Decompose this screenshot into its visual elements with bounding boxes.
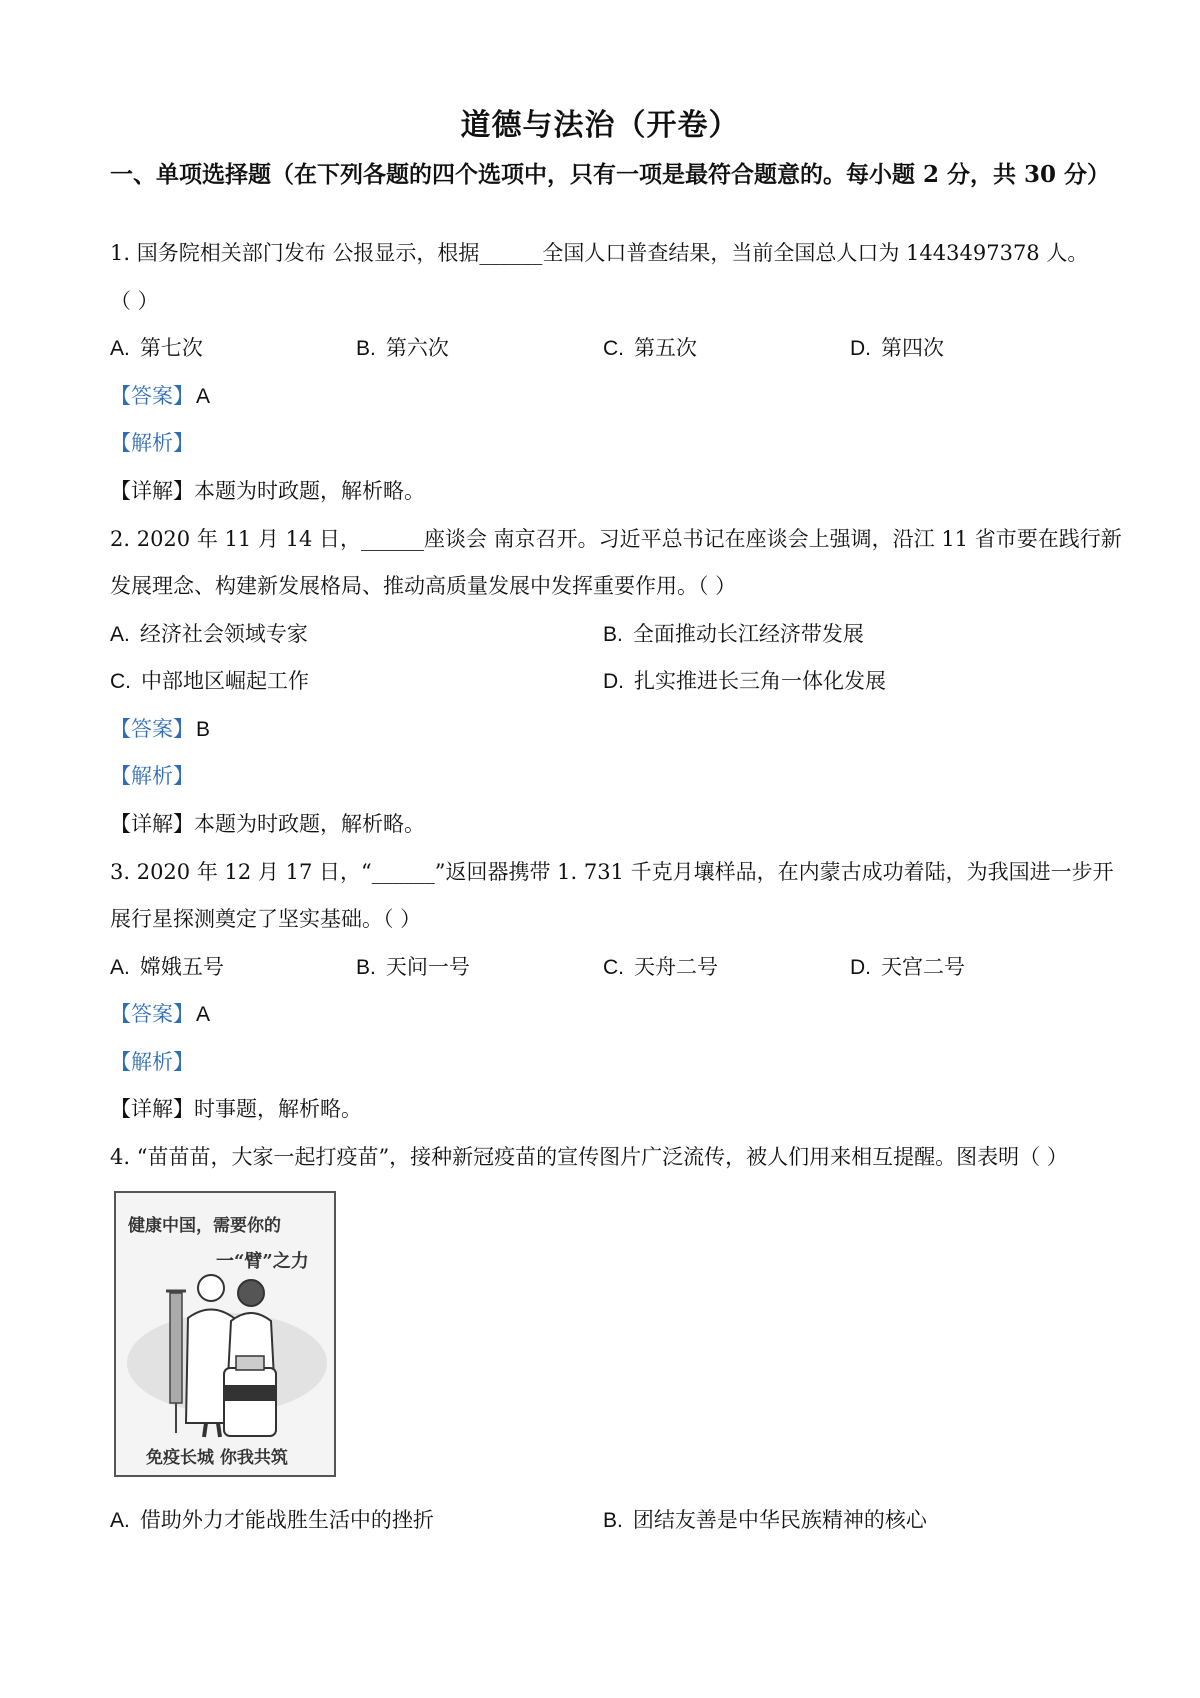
answer-label: 【答案】: [110, 717, 194, 741]
option-text: 中部地区崛起工作: [141, 669, 309, 693]
question-1-analysis-label: 【解析】: [110, 431, 194, 455]
option-letter: B.: [356, 337, 376, 360]
option-text: 天问一号: [385, 955, 470, 979]
detail-text: 时事题，解析略。: [194, 1097, 362, 1121]
answer-label: 【答案】: [110, 1002, 194, 1026]
question-3-option-c: [603, 952, 718, 983]
option-text: 经济社会领域专家: [139, 622, 308, 646]
question-2-detail: [110, 809, 425, 839]
detail-label: 【详解】: [110, 812, 194, 836]
question-2-option-c: [110, 666, 309, 697]
option-letter: C.: [110, 670, 131, 693]
question-4-option-a: [110, 1505, 434, 1536]
detail-text: 本题为时政题，解析略。: [194, 479, 425, 503]
question-2-line-1: 2. 2020 年 11 月 14 日，______座谈会 南京召开。习近平总书记在座谈会上强调，沿江 11 省市要在践行新: [110, 527, 1122, 551]
answer-value: A: [196, 385, 211, 408]
option-letter: D.: [603, 670, 624, 693]
question-3-option-d: [850, 952, 965, 983]
poster-text-top: 健康中国，需要你的: [128, 1216, 281, 1236]
question-1-option-d: [850, 333, 944, 364]
question-4-line-1: 4. “苗苗苗，大家一起打疫苗”，接种新冠疫苗的宣传图片广泛流传，被人们用来相互提醒。图表明（ ）: [110, 1145, 1068, 1169]
question-2-option-a: [110, 619, 308, 650]
question-3-detail: [110, 1094, 362, 1124]
question-3-line-2: 展行星探测奠定了坚实基础。（ ）: [110, 907, 422, 931]
option-text: 第六次: [385, 336, 449, 360]
option-text: 扎实推进长三角一体化发展: [634, 669, 886, 693]
question-1-line-2: （ ）: [110, 289, 159, 313]
option-text: 团结友善是中华民族精神的核心: [632, 1508, 927, 1532]
option-letter: D.: [850, 337, 871, 360]
question-3-line-1: 3. 2020 年 12 月 17 日，“______”返回器携带 1. 731 千克月壤样品，在内蒙古成功着陆，为我国进一步开: [110, 860, 1114, 884]
option-letter: A.: [110, 623, 130, 646]
question-1-option-c: [603, 333, 697, 364]
section-heading: 一、单项选择题（在下列各题的四个选项中，只有一项是最符合题意的。每小题 2 分，共 30 分）: [110, 161, 1111, 188]
question-3-option-a: [110, 952, 224, 983]
poster-text-bottom: 免疫长城 你我共筑: [146, 1448, 288, 1468]
option-text: 天舟二号: [634, 955, 718, 979]
question-2-analysis-label: 【解析】: [110, 764, 194, 788]
question-2-answer: [110, 714, 210, 745]
option-text: 全面推动长江经济带发展: [632, 622, 864, 646]
question-1-answer: [110, 381, 210, 412]
question-1-line-1: 1. 国务院相关部门发布 公报显示，根据______全国人口普查结果，当前全国总人口为 1443497378 人。: [110, 241, 1089, 265]
option-text: 第五次: [634, 336, 697, 360]
question-2-option-b: [603, 619, 864, 650]
answer-value: A: [196, 1003, 211, 1026]
question-3-analysis-label: 【解析】: [110, 1050, 194, 1074]
poster-text-mid: 一“臂”之力: [216, 1251, 309, 1272]
detail-label: 【详解】: [110, 1097, 194, 1121]
vaccine-poster-image: [114, 1191, 336, 1477]
option-letter: D.: [850, 956, 871, 979]
option-text: 第七次: [139, 336, 203, 360]
option-letter: A.: [110, 337, 130, 360]
question-3-option-b: [356, 952, 470, 983]
question-2-line-2: 发展理念、构建新发展格局、推动高质量发展中发挥重要作用。（ ）: [110, 574, 737, 598]
question-1-option-b: [356, 333, 449, 364]
detail-label: 【详解】: [110, 479, 194, 503]
option-letter: A.: [110, 956, 130, 979]
question-2-option-d: [603, 666, 886, 697]
detail-text: 本题为时政题，解析略。: [194, 812, 425, 836]
option-text: 第四次: [881, 336, 944, 360]
question-3-answer: [110, 999, 210, 1030]
document-title: 道德与法治（开卷）: [460, 108, 740, 143]
answer-value: B: [196, 718, 211, 741]
option-letter: B.: [603, 623, 623, 646]
option-letter: A.: [110, 1509, 130, 1532]
option-letter: C.: [603, 956, 624, 979]
option-text: 嫦娥五号: [139, 955, 224, 979]
question-1-option-a: [110, 333, 203, 364]
answer-label: 【答案】: [110, 384, 194, 408]
question-4-option-b: [603, 1505, 927, 1536]
option-letter: B.: [603, 1509, 623, 1532]
option-letter: C.: [603, 337, 624, 360]
option-text: 天宫二号: [881, 955, 965, 979]
option-letter: B.: [356, 956, 376, 979]
option-text: 借助外力才能战胜生活中的挫折: [139, 1508, 434, 1532]
question-1-detail: [110, 476, 425, 506]
